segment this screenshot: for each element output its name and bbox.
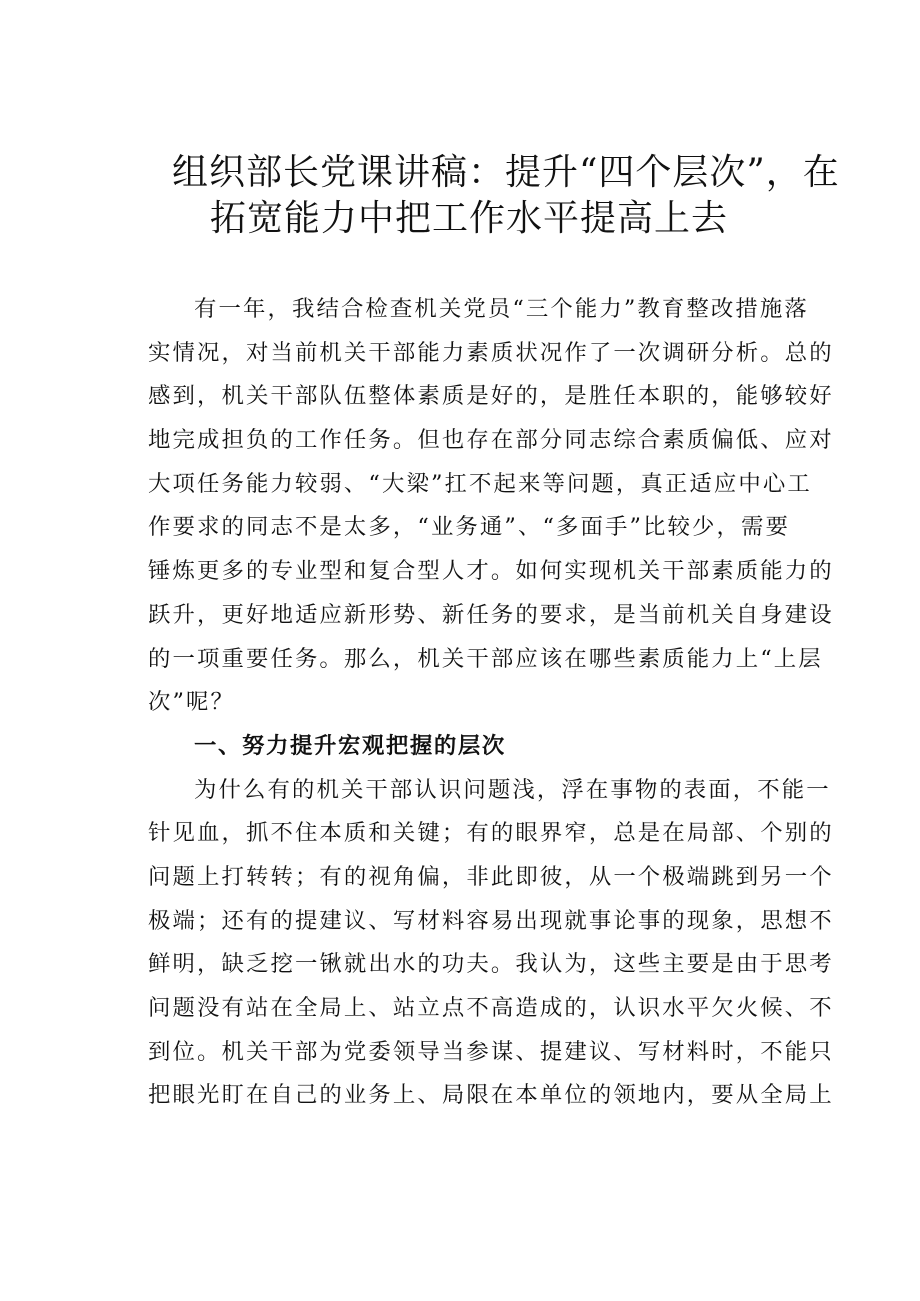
- paragraph-1-line: 锤炼更多的专业型和复合型人才。如何实现机关干部素质能力的: [148, 558, 834, 585]
- paragraph-1-line: 大项任务能力较弱、“大梁”扛不起来等问题，真正适应中心工: [148, 470, 812, 497]
- paragraph-2-line: 到位。机关干部为党委领导当参谋、提建议、写材料时，不能只: [148, 1038, 834, 1065]
- paragraph-1-line: 的一项重要任务。那么，机关干部应该在哪些素质能力上“上层: [148, 645, 823, 672]
- paragraph-2-line: 极端；还有的提建议、写材料容易出现就事论事的现象，思想不: [148, 907, 834, 934]
- paragraph-1-line: 实情况，对当前机关干部能力素质状况作了一次调研分析。总的: [148, 339, 834, 366]
- paragraph-2-line: 鲜明，缺乏挖一锹就出水的功夫。我认为，这些主要是由于思考: [148, 951, 834, 978]
- paragraph-2-line: 问题没有站在全局上、站立点不高造成的，认识水平欠火候、不: [148, 995, 834, 1021]
- paragraph-2-line: 针见血，抓不住本质和关键；有的眼界窄，总是在局部、个别的: [148, 820, 834, 847]
- paragraph-1-line: 跃升，更好地适应新形势、新任务的要求，是当前机关自身建设: [148, 601, 834, 628]
- paragraph-1-line: 有一年，我结合检查机关党员“三个能力”教育整改措施落: [194, 296, 809, 322]
- document-body: [148, 288, 834, 1118]
- title-line-1: 组织部长党课讲稿：提升“四个层次”，在: [172, 152, 840, 193]
- section-heading: 一、努力提升宏观把握的层次: [194, 732, 506, 759]
- paragraph-2-line: 把眼光盯在自己的业务上、局限在本单位的领地内，要从全局上: [148, 1082, 834, 1109]
- paragraph-1-line: 地完成担负的工作任务。但也存在部分同志综合素质偏低、应对: [148, 427, 834, 454]
- paragraph-2-line: 为什么有的机关干部认识问题浅，浮在事物的表面，不能一: [194, 776, 831, 803]
- paragraph-1-line: 作要求的同志不是太多，“业务通”、“多面手”比较少，需要: [148, 514, 790, 541]
- title-line-2: 拓宽能力中把工作水平提高上去: [210, 198, 729, 239]
- document-title: [150, 150, 840, 242]
- paragraph-1-line: 次”呢？: [148, 689, 236, 716]
- paragraph-2-line: 问题上打转转；有的视角偏，非此即彼，从一个极端跳到另一个: [148, 863, 834, 890]
- paragraph-1-line: 感到，机关干部队伍整体素质是好的，是胜任本职的，能够较好: [148, 383, 834, 410]
